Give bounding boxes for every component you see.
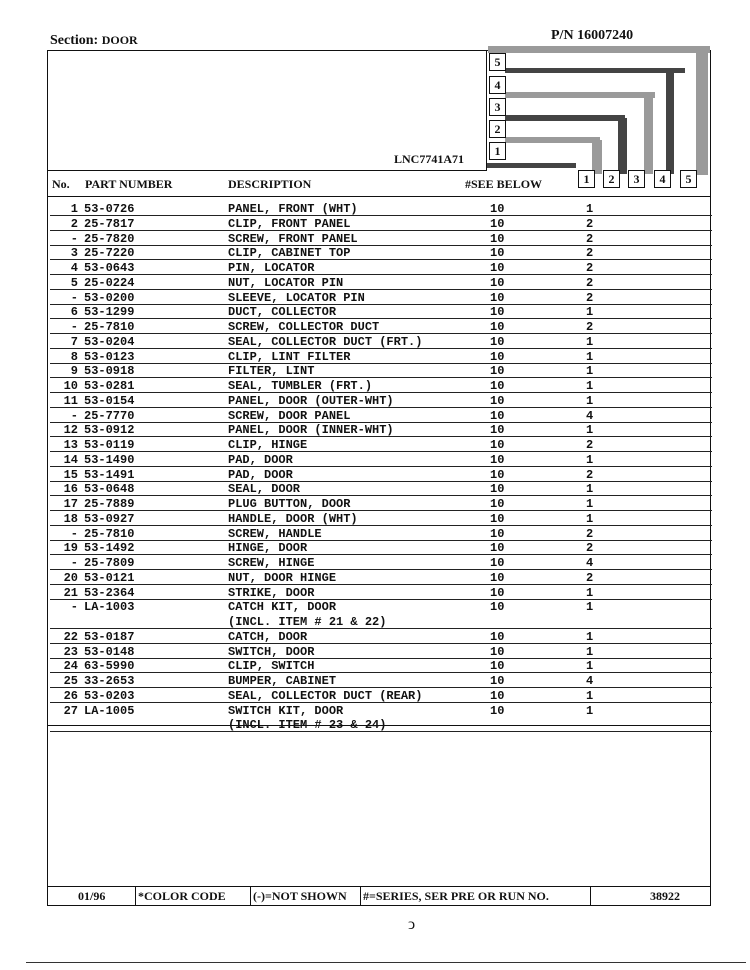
part-number: 53-0203 (84, 688, 135, 703)
series: 10 (490, 393, 505, 408)
part-number: 25-7220 (84, 246, 135, 261)
description: SCREW, HINGE (228, 556, 315, 570)
item-number: 27 (63, 703, 78, 718)
series-box-left: 5 (489, 53, 506, 71)
quantity: 1 (586, 511, 594, 526)
series: 10 (490, 275, 505, 290)
item-number: - (70, 526, 78, 541)
part-number: 25-7770 (84, 408, 135, 423)
part-number: 25-7810 (84, 320, 135, 334)
series-box-left: 2 (489, 120, 506, 138)
series: 10 (490, 349, 505, 364)
series: 10 (490, 290, 505, 305)
part-number: LA-1003 (84, 600, 135, 615)
footer-color-code: *COLOR CODE (138, 889, 226, 903)
item-number: 26 (63, 688, 78, 703)
description: HINGE, DOOR (228, 541, 308, 556)
description: PANEL, FRONT (WHT) (228, 202, 358, 216)
series: 10 (490, 482, 505, 497)
item-number: 17 (63, 497, 78, 511)
description: SWITCH KIT, DOOR (228, 703, 344, 718)
quantity: 1 (586, 600, 594, 615)
series: 10 (490, 305, 505, 320)
series-box-bottom: 3 (628, 170, 645, 188)
item-number: - (70, 556, 78, 570)
series: 10 (490, 703, 505, 718)
description-note: (INCL. ITEM # 23 & 24) (228, 718, 387, 733)
series: 10 (490, 644, 505, 659)
part-number: 53-0123 (84, 349, 135, 364)
series: 10 (490, 423, 505, 438)
quantity: 2 (586, 231, 594, 246)
quantity: 2 (586, 570, 594, 585)
item-number: 15 (63, 467, 78, 482)
quantity: 1 (586, 644, 594, 659)
item-number: 4 (70, 261, 78, 275)
part-number: 25-7810 (84, 526, 135, 541)
description: PANEL, DOOR (INNER-WHT) (228, 423, 394, 438)
description: CLIP, LINT FILTER (228, 349, 351, 364)
description: CLIP, FRONT PANEL (228, 216, 351, 231)
series: 10 (490, 556, 505, 570)
part-number: 53-0154 (84, 393, 135, 408)
quantity: 4 (586, 408, 594, 423)
item-number: 5 (70, 275, 78, 290)
part-number: 53-1490 (84, 452, 135, 467)
series: 10 (490, 334, 505, 349)
part-number: 33-2653 (84, 674, 135, 688)
part-number: 25-0224 (84, 275, 135, 290)
footer-date: 01/96 (78, 889, 106, 903)
item-number: 9 (70, 364, 78, 379)
footer-doc-number: 38922 (650, 889, 680, 903)
description: SEAL, COLLECTOR DUCT (FRT.) (228, 334, 423, 349)
quantity: 2 (586, 216, 594, 231)
series-box-left: 4 (489, 76, 506, 94)
part-number: 63-5990 (84, 659, 135, 674)
quantity: 1 (586, 379, 594, 393)
series-box-left: 1 (489, 142, 506, 160)
part-number: LA-1005 (84, 703, 135, 718)
part-number: 53-0148 (84, 644, 135, 659)
description: CLIP, HINGE (228, 438, 308, 452)
item-number: 10 (63, 379, 78, 393)
footer-not-shown: (-)=NOT SHOWN (253, 889, 347, 903)
part-number: 53-0927 (84, 511, 135, 526)
description: PAD, DOOR (228, 467, 293, 482)
quantity: 1 (586, 688, 594, 703)
quantity: 2 (586, 541, 594, 556)
description: CLIP, SWITCH (228, 659, 315, 674)
item-number: 25 (63, 674, 78, 688)
item-number: - (70, 600, 78, 615)
item-number: 19 (63, 541, 78, 556)
quantity: 1 (586, 482, 594, 497)
description: PLUG BUTTON, DOOR (228, 497, 351, 511)
series: 10 (490, 216, 505, 231)
pn-value: 16007240 (577, 28, 634, 43)
series: 10 (490, 320, 505, 334)
part-number: 53-1491 (84, 467, 135, 482)
part-number: 25-7817 (84, 216, 135, 231)
series: 10 (490, 408, 505, 423)
quantity: 4 (586, 674, 594, 688)
item-number: 11 (63, 393, 78, 408)
quantity: 2 (586, 467, 594, 482)
section-label: Section: (50, 33, 99, 48)
part-number: 53-0119 (84, 438, 135, 452)
part-number: 53-1492 (84, 541, 135, 556)
footer-series-note: #=SERIES, SER PRE OR RUN NO. (363, 889, 549, 903)
quantity: 1 (586, 659, 594, 674)
column-header-series: #SEE BELOW (465, 177, 543, 191)
part-number: 53-0648 (84, 482, 135, 497)
description: HANDLE, DOOR (WHT) (228, 511, 358, 526)
item-number: 12 (63, 423, 78, 438)
description: DUCT, COLLECTOR (228, 305, 337, 320)
description: CATCH, DOOR (228, 629, 308, 644)
quantity: 1 (586, 452, 594, 467)
quantity: 2 (586, 290, 594, 305)
description: CLIP, CABINET TOP (228, 246, 351, 261)
item-number: - (70, 231, 78, 246)
part-number: 53-2364 (84, 585, 135, 600)
description: SEAL, COLLECTOR DUCT (REAR) (228, 688, 423, 703)
pn-label: P/N (551, 28, 574, 43)
item-number: - (70, 320, 78, 334)
series-box-left: 3 (489, 98, 506, 116)
item-number: - (70, 408, 78, 423)
description: STRIKE, DOOR (228, 585, 315, 600)
series: 10 (490, 246, 505, 261)
series-box-bottom: 1 (578, 170, 595, 188)
series: 10 (490, 438, 505, 452)
item-number: 18 (63, 511, 78, 526)
description: FILTER, LINT (228, 364, 315, 379)
item-number: - (70, 290, 78, 305)
quantity: 1 (586, 334, 594, 349)
description: NUT, DOOR HINGE (228, 570, 337, 585)
part-number: 25-7820 (84, 231, 135, 246)
quantity: 1 (586, 305, 594, 320)
description: SLEEVE, LOCATOR PIN (228, 290, 365, 305)
description: PAD, DOOR (228, 452, 293, 467)
series: 10 (490, 688, 505, 703)
series: 10 (490, 600, 505, 615)
section-header (50, 33, 138, 49)
series: 10 (490, 511, 505, 526)
item-number: 21 (63, 585, 78, 600)
quantity: 1 (586, 585, 594, 600)
description: SEAL, DOOR (228, 482, 301, 497)
series: 10 (490, 526, 505, 541)
item-number: 16 (63, 482, 78, 497)
item-number: 2 (70, 216, 78, 231)
description: SCREW, DOOR PANEL (228, 408, 351, 423)
part-number-header (551, 28, 633, 44)
item-number: 23 (63, 644, 78, 659)
part-number: 53-0912 (84, 423, 135, 438)
description: SEAL, TUMBLER (FRT.) (228, 379, 373, 393)
series: 10 (490, 497, 505, 511)
quantity: 1 (586, 393, 594, 408)
description: SCREW, COLLECTOR DUCT (228, 320, 380, 334)
series: 10 (490, 467, 505, 482)
series-box-bottom: 2 (603, 170, 620, 188)
series-box-bottom: 4 (654, 170, 671, 188)
series: 10 (490, 231, 505, 246)
description: SCREW, HANDLE (228, 526, 322, 541)
series: 10 (490, 585, 505, 600)
quantity: 1 (586, 364, 594, 379)
handwritten-mark: ↄ (408, 916, 416, 933)
description: CATCH KIT, DOOR (228, 600, 337, 615)
series: 10 (490, 364, 505, 379)
quantity: 1 (586, 349, 594, 364)
part-number: 53-1299 (84, 305, 135, 320)
part-number: 25-7809 (84, 556, 135, 570)
part-number: 53-0187 (84, 629, 135, 644)
description: NUT, LOCATOR PIN (228, 275, 344, 290)
quantity: 1 (586, 202, 594, 216)
series: 10 (490, 541, 505, 556)
series: 10 (490, 674, 505, 688)
item-number: 14 (63, 452, 78, 467)
diagram-code: LNC7741A71 (394, 152, 465, 166)
part-number: 53-0121 (84, 570, 135, 585)
part-number: 53-0643 (84, 261, 135, 275)
column-header-description: DESCRIPTION (228, 177, 312, 191)
description: BUMPER, CABINET (228, 674, 337, 688)
series: 10 (490, 659, 505, 674)
quantity: 4 (586, 556, 594, 570)
series: 10 (490, 452, 505, 467)
description-note: (INCL. ITEM # 21 & 22) (228, 615, 387, 629)
quantity: 2 (586, 246, 594, 261)
item-number: 22 (63, 629, 78, 644)
part-number: 53-0726 (84, 202, 135, 216)
series: 10 (490, 202, 505, 216)
series: 10 (490, 570, 505, 585)
quantity: 2 (586, 320, 594, 334)
part-number: 53-0200 (84, 290, 135, 305)
quantity: 1 (586, 423, 594, 438)
part-number: 53-0918 (84, 364, 135, 379)
quantity: 1 (586, 629, 594, 644)
series-box-bottom: 5 (680, 170, 697, 188)
item-number: 8 (70, 349, 78, 364)
quantity: 2 (586, 438, 594, 452)
item-number: 1 (70, 202, 78, 216)
quantity: 1 (586, 703, 594, 718)
quantity: 2 (586, 261, 594, 275)
item-number: 24 (63, 659, 78, 674)
quantity: 2 (586, 275, 594, 290)
item-number: 7 (70, 334, 78, 349)
item-number: 6 (70, 305, 78, 320)
item-number: 13 (63, 438, 78, 452)
item-number: 20 (63, 570, 78, 585)
description: SWITCH, DOOR (228, 644, 315, 659)
item-number: 3 (70, 246, 78, 261)
quantity: 2 (586, 526, 594, 541)
column-header-part-number: PART NUMBER (85, 177, 173, 191)
part-number: 53-0281 (84, 379, 135, 393)
column-header-no: No. (52, 177, 70, 191)
quantity: 1 (586, 497, 594, 511)
section-value: DOOR (101, 33, 138, 47)
series: 10 (490, 629, 505, 644)
part-number: 53-0204 (84, 334, 135, 349)
part-number: 25-7889 (84, 497, 135, 511)
series: 10 (490, 379, 505, 393)
description: PIN, LOCATOR (228, 261, 315, 275)
description: SCREW, FRONT PANEL (228, 231, 358, 246)
series: 10 (490, 261, 505, 275)
description: PANEL, DOOR (OUTER-WHT) (228, 393, 394, 408)
